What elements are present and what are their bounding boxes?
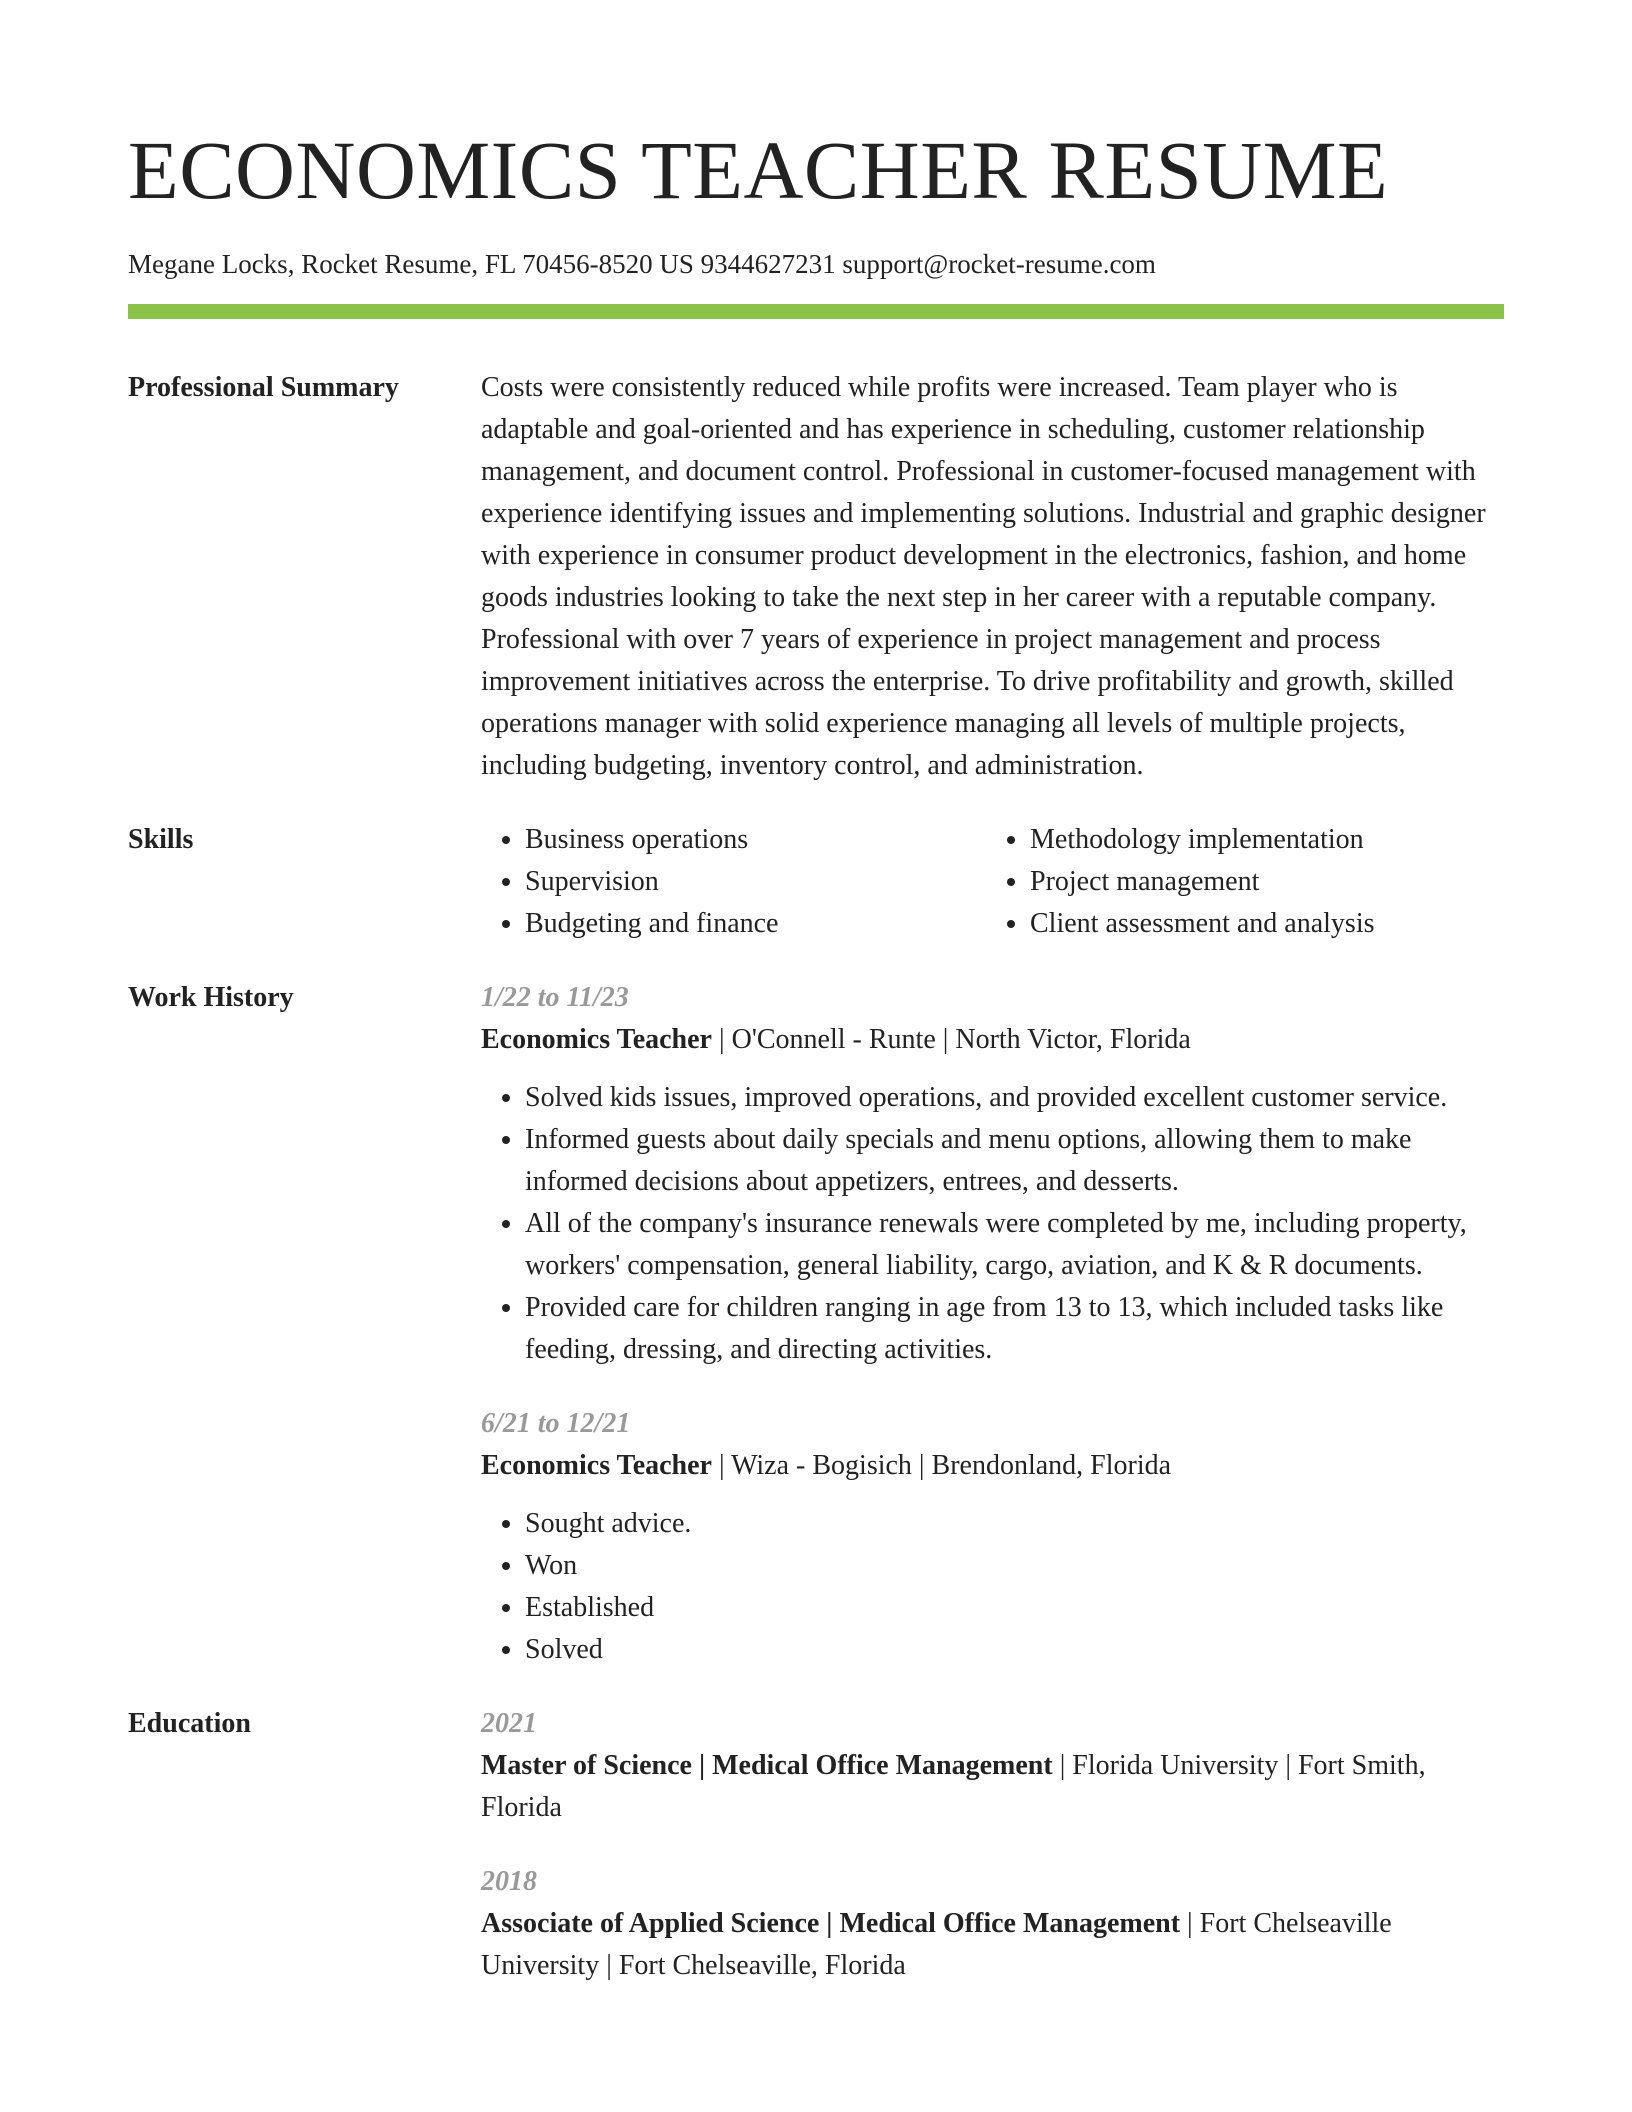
job-bullet: • Provided care for children ranging in age from 13 to 13, which included tasks like feeding, dressing, and directing activities. bbox=[525, 1287, 1504, 1371]
contact-line: Megane Locks, Rocket Resume, FL 70456-8520 US 9344627231 support@rocket-resume.com bbox=[128, 249, 1156, 279]
skill-item: • Budgeting and finance bbox=[525, 903, 986, 945]
job-bullet: • Established bbox=[525, 1587, 1504, 1629]
job-bullets bbox=[481, 1077, 1504, 1371]
job-title: Economics Teacher bbox=[481, 1450, 712, 1481]
degree-title: Master of Science | Medical Office Management bbox=[481, 1750, 1053, 1781]
section-label-work: Work History bbox=[128, 982, 294, 1013]
job-bullet: • Solved bbox=[525, 1629, 1504, 1671]
education-year: 2018 bbox=[481, 1866, 537, 1897]
skill-item: • Project management bbox=[1030, 861, 1491, 903]
education-year: 2021 bbox=[481, 1708, 537, 1739]
skill-item: • Supervision bbox=[525, 861, 986, 903]
work-history-section bbox=[128, 977, 1504, 1671]
skill-item: • Client assessment and analysis bbox=[1030, 903, 1491, 945]
job-heading bbox=[481, 1019, 1504, 1061]
summary-section bbox=[128, 367, 1504, 787]
degree-title: Associate of Applied Science | Medical Office Management bbox=[481, 1908, 1181, 1939]
job-heading bbox=[481, 1445, 1504, 1487]
work-history-body bbox=[481, 977, 1504, 1671]
job-bullet: • Won bbox=[525, 1545, 1504, 1587]
degree-heading bbox=[481, 1903, 1504, 1987]
skills-section bbox=[128, 819, 1504, 945]
job-dates: 1/22 to 11/23 bbox=[481, 982, 629, 1013]
skills-list-right bbox=[986, 819, 1491, 945]
job-dates: 6/21 to 12/21 bbox=[481, 1408, 631, 1439]
education-section bbox=[128, 1703, 1504, 1987]
job-entry bbox=[481, 977, 1504, 1371]
job-entry bbox=[481, 1403, 1504, 1671]
job-bullet: • Solved kids issues, improved operations, and provided excellent customer service. bbox=[525, 1077, 1504, 1119]
job-details: | O'Connell - Runte | North Victor, Florida bbox=[712, 1024, 1191, 1055]
education-entry bbox=[481, 1861, 1504, 1987]
job-details: | Wiza - Bogisich | Brendonland, Florida bbox=[712, 1450, 1172, 1481]
job-title: Economics Teacher bbox=[481, 1024, 712, 1055]
skills-grid bbox=[481, 819, 1504, 945]
job-bullet: • All of the company's insurance renewals were completed by me, including property, workers' compensation, general liability, cargo, aviation, and K & R documents. bbox=[525, 1203, 1504, 1287]
job-bullet: • Sought advice. bbox=[525, 1503, 1504, 1545]
degree-details: | Florida University | Fort Smith, Florida bbox=[481, 1750, 1426, 1823]
education-entry bbox=[481, 1703, 1504, 1829]
skills-body bbox=[481, 819, 1504, 945]
job-bullets bbox=[481, 1503, 1504, 1671]
degree-heading bbox=[481, 1745, 1504, 1829]
degree-details: | Fort Chelseaville University | Fort Chelseaville, Florida bbox=[481, 1908, 1392, 1981]
section-label-summary: Professional Summary bbox=[128, 372, 399, 403]
skill-item: • Methodology implementation bbox=[1030, 819, 1491, 861]
page-title: ECONOMICS TEACHER RESUME bbox=[128, 124, 1389, 216]
skill-item: • Business operations bbox=[525, 819, 986, 861]
job-bullet: • Informed guests about daily specials and menu options, allowing them to make informed decisions about appetizers, entrees, and desserts. bbox=[525, 1119, 1504, 1203]
accent-divider bbox=[128, 304, 1504, 319]
summary-text: Costs were consistently reduced while profits were increased. Team player who is adaptable and goal-oriented and has experience in scheduling, customer relationship management, and document control. Professional in customer-focused management with experience identifying issues and implementing solutions. Industrial and graphic designer with experience in consumer product development in the electronics, fashion, and home goods industries looking to take the next step in her career with a reputable company. Professional with over 7 years of experience in project management and process improvement initiatives across the enterprise. To drive profitability and growth, skilled operations manager with solid experience managing all levels of multiple projects, including budgeting, inventory control, and administration. bbox=[481, 372, 1486, 781]
section-label-education: Education bbox=[128, 1708, 251, 1739]
skills-list-left bbox=[481, 819, 986, 945]
education-body bbox=[481, 1703, 1504, 1987]
section-label-skills: Skills bbox=[128, 824, 194, 855]
